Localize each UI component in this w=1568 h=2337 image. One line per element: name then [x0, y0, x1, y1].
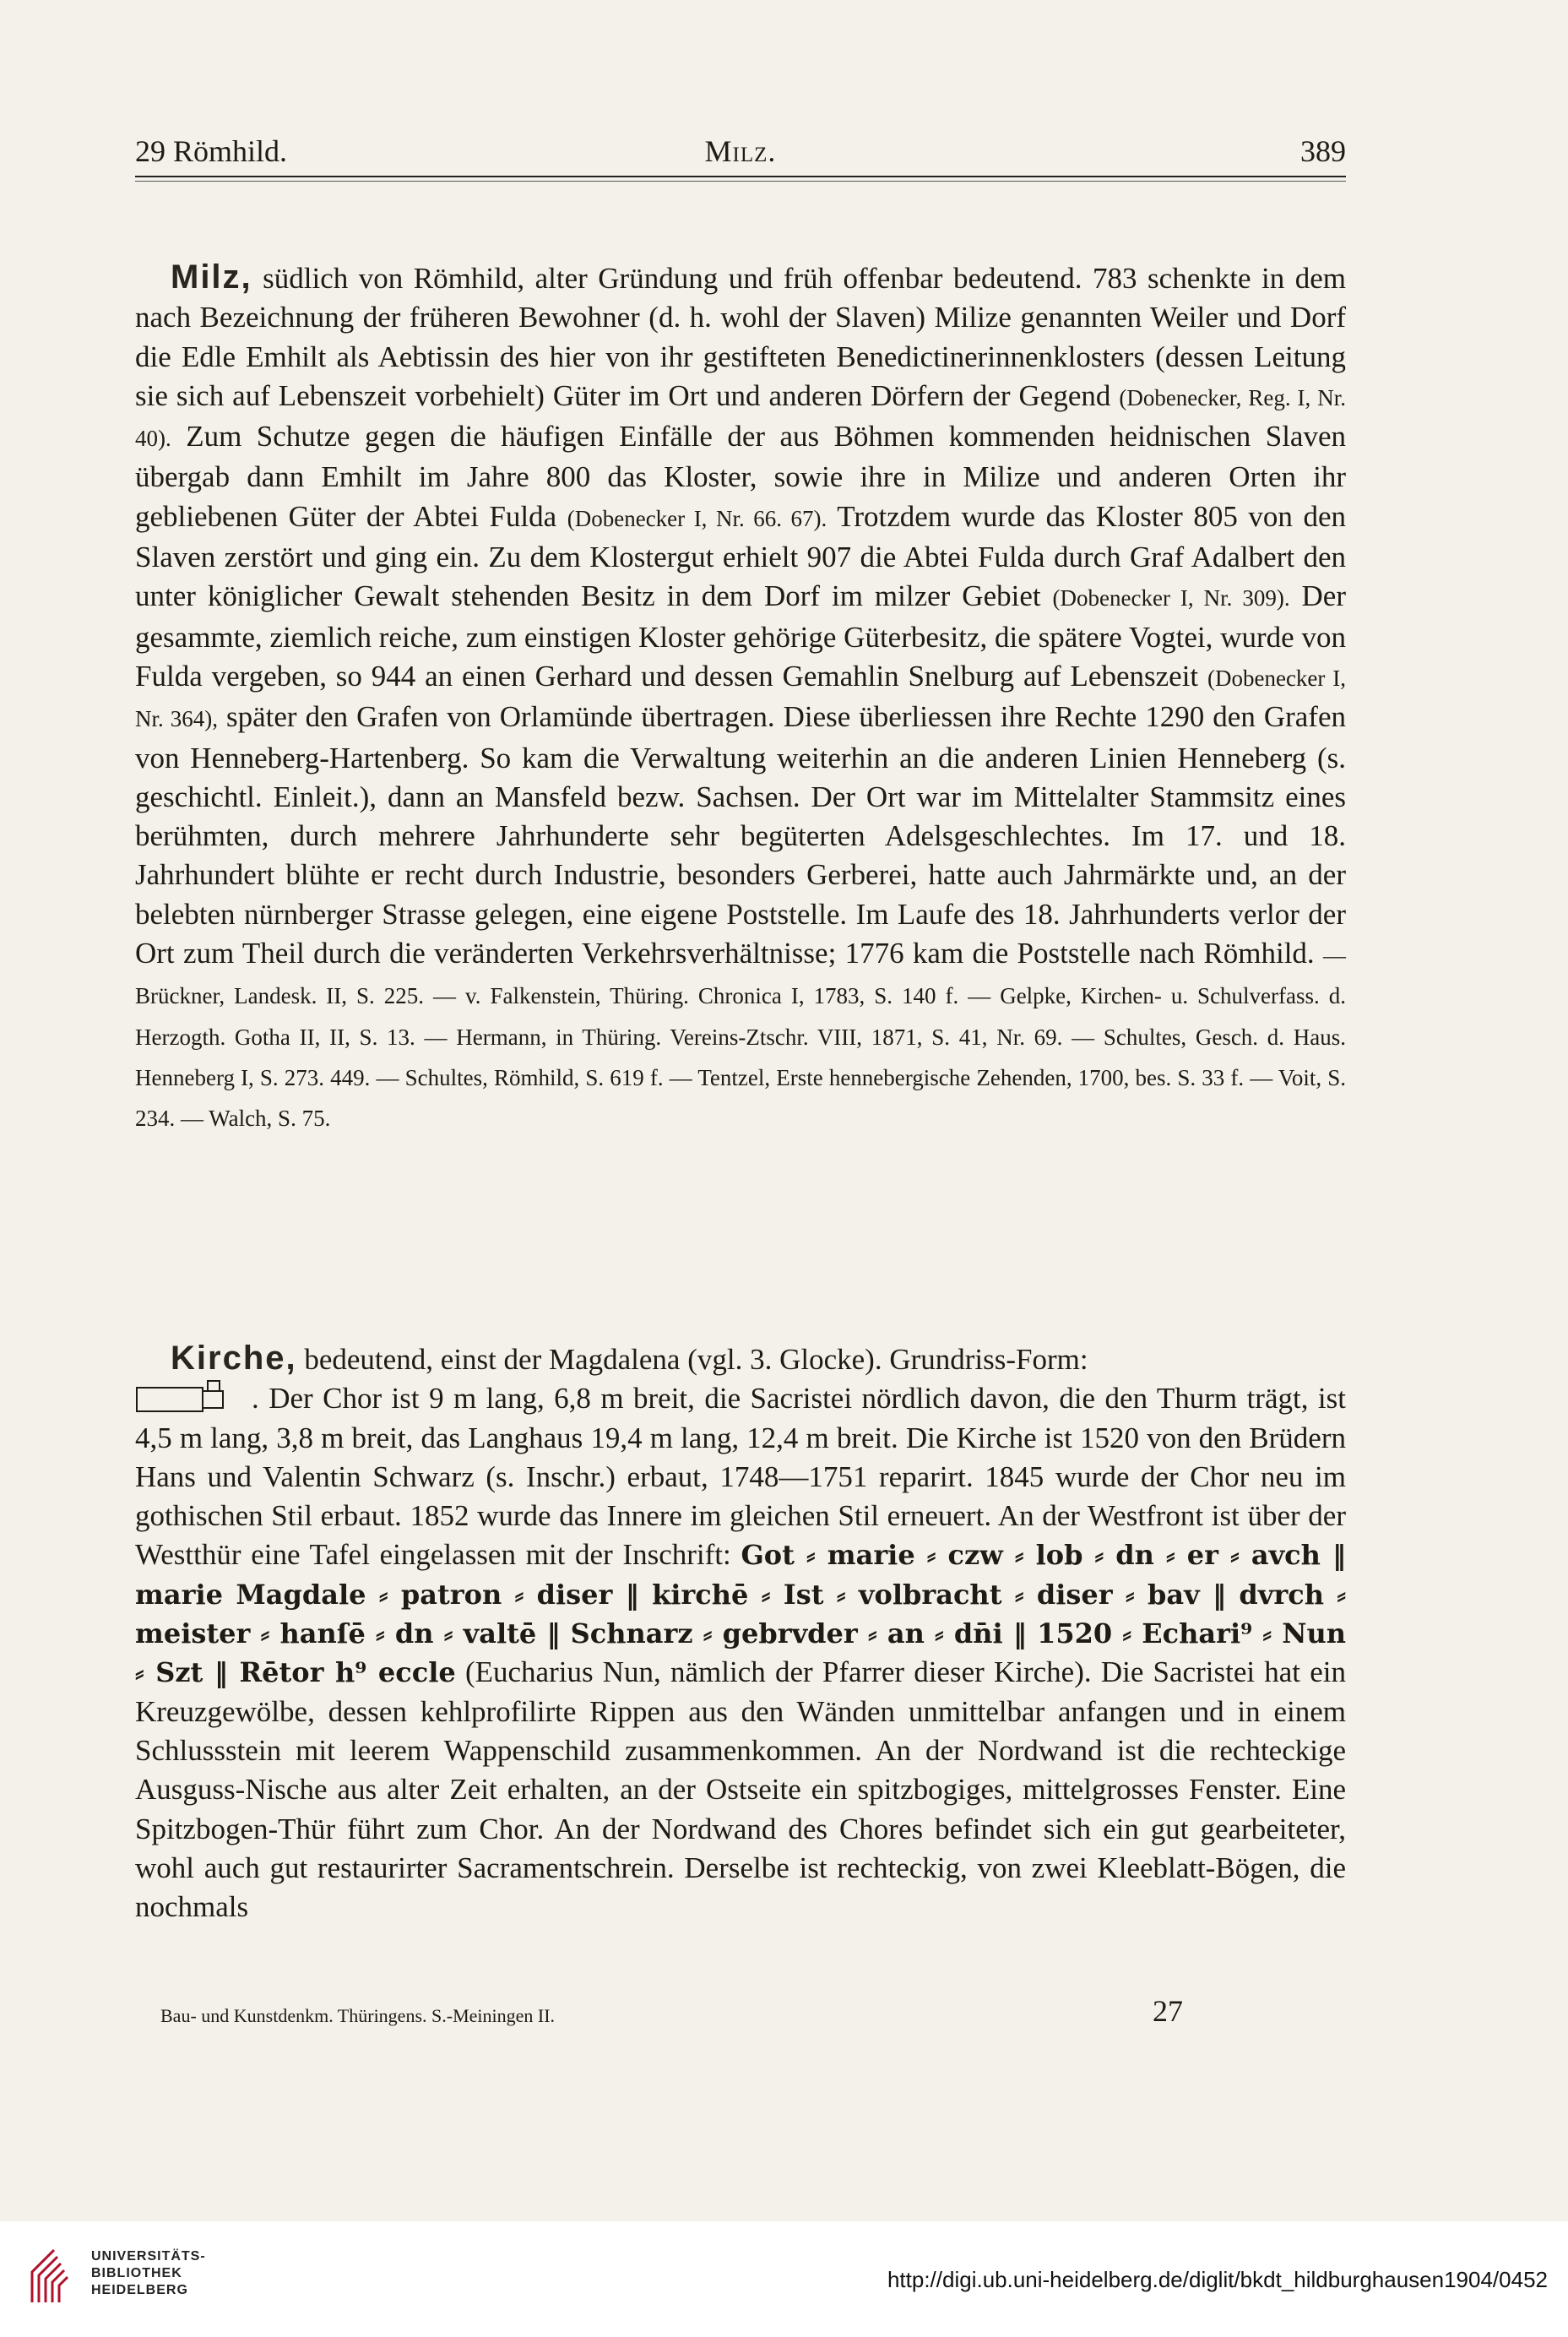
kirche-text-2: . Der Chor ist 9 m lang, 6,8 m breit, die Sacristei nördlich davon, die den Thurm trägt, ist 4,5 m lang, 3,8 m breit, das Langhaus 19,4 m lang, 12,4 m breit. Die Kirche ist 1520 von den Brüdern Hans und Valentin Schwarz (s. Inschr.) erbaut, 1748—1751 reparirt. 1845 wurde der Chor neu im gothischen Stil erbaut. 1852 wurde das Innere im gleichen Stil erneuert. An der Westfront ist über der Westthür eine Tafel eingelassen mit der Inschrift:: [135, 1382, 1346, 1572]
header-rule-thin: [135, 181, 1346, 182]
milz-text-5: später den Grafen von Orlamünde übertragen. Diese überliessen ihre Rechte 1290 den Grafen von Henneberg-Hartenberg. So kam die Verwaltung weiterhin an die anderen Linien Henneberg (s. geschichtl. Einleit.), dann an Mansfeld bezw. Sachsen. Der Ort war im Mittelalter Stammsitz eines berühmten, durch mehrere Jahrhunderte sehr begüterten Adelsgeschlechtes. Im 17. und 18. Jahrhundert blühte er recht durch Industrie, besonders Gerberei, hatte auch Jahrmärkte und, an der belebten nürnberger Strasse gelegen, eine eigene Poststelle. Im Laufe des 18. Jahrhunderts verlor der Ort zum Theil durch die veränderten Verkehrsverhältnisse; 1776 kam die Poststelle nach Römhild.: [135, 700, 1346, 970]
header-rule-thick: [135, 176, 1346, 177]
library-logo-icon: [29, 2247, 83, 2306]
library-line-2: BIBLIOTHEK: [91, 2266, 182, 2280]
milz-ref-2: (Dobenecker I, Nr. 66. 67).: [567, 505, 827, 531]
inscription-text: Got ⸗ marie ⸗ czw ⸗ lob ⸗ dn ⸗ er ⸗ avch ‖ marie Magdale ⸗ patron ⸗ diser ‖ kirchē ⸗ Ist ⸗ volbracht ⸗ diser ⸗ bav ‖ dvrch ⸗ meister ⸗ hanſē ⸗ dn ⸗ valtē ‖ Schnarz ⸗ gebrvder ⸗ an ⸗ dn̄i ‖ 1520 ⸗ Echari⁹ ⸗ Nun ⸗ Szt ‖ Rētor h⁹ eccle: [135, 1539, 1347, 1689]
kirche-section: [135, 1339, 1346, 1927]
library-line-3: HEIDELBERG: [91, 2283, 188, 2297]
milz-literature: — Brückner, Landesk. II, S. 225. — v. Falkenstein, Thüring. Chronica I, 1783, S. 140 f. — Gelpke, Kirchen- u. Schulverfass. d. Herzogth. Gotha II, II, S. 13. — Hermann, in Thüring. Vereins-Ztschr. VIII, 1871, S. 41, Nr. 69. — Schultes, Gesch. d. Haus. Henneberg I, S. 273. 449. — Schultes, Römhild, S. 619 f. — Tentzel, Erste hennebergische Zehenden, 1700, bes. S. 33 f. — Voit, S. 234. — Walch, S. 75.: [135, 943, 1346, 1132]
milz-text-1: südlich von Römhild, alter Gründung und früh offenbar bedeutend. 783 schenkte in dem nach Bezeichnung der früheren Bewohner (d. h. wohl der Slaven) Milize genannten Weiler und Dorf die Edle Emhilt als Aebtissin des hier von ihr gestifteten Benedictinerinnenklosters (dessen Leitung sie sich auf Lebenszeit vorbehielt) Güter im Ort und anderen Dörfern der Gegend: [135, 262, 1346, 412]
header-place-title: Milz.: [704, 134, 777, 168]
milz-paragraph: [135, 258, 1346, 1139]
milz-heading: Milz,: [171, 258, 252, 296]
source-line: Bau- und Kunstdenkm. Thüringens. S.-Meiningen II.: [160, 2005, 556, 2026]
page-number: 389: [1300, 134, 1346, 168]
library-line-1: UNIVERSITÄTS-: [91, 2249, 206, 2264]
milz-ref-3: (Dobenecker I, Nr. 309).: [1052, 585, 1290, 611]
milz-text-3: Trotzdem wurde das Kloster 805 von den Slaven zerstört und ging ein. Zu dem Klostergut erhielt 907 die Abtei Fulda durch Graf Adalbert den unter königlicher Gewalt stehenden Besitz in dem Dorf im milzer Gebiet: [135, 499, 1346, 613]
kirche-heading: Kirche,: [171, 1340, 297, 1377]
milz-section: [135, 258, 1346, 1139]
page-footer: [160, 1993, 1343, 2035]
header-section-ref: 29 Römhild.: [135, 134, 288, 168]
signature-mark: 27: [1153, 1994, 1183, 2028]
kirche-text-1: bedeutend, einst der Magdalena (vgl. 3. Glocke). Grundriss-Form:: [296, 1343, 1088, 1376]
milz-text-4: Der gesammte, ziemlich reiche, zum einstigen Kloster gehörige Güterbesitz, die spätere Vogtei, wurde von Fulda vergeben, so 944 an einen Gerhard und dessen Gemahlin Snelburg auf Lebenszeit: [135, 579, 1347, 693]
kirche-text-3: (Eucharius Nun, nämlich der Pfarrer dieser Kirche). Die Sacristei hat ein Kreuzgewölbe, dessen kehlprofilirte Rippen aus den Wänden unmittelbar anfangen und in einem Schlussstein mit leerem Wappenschild zusammenkommen. An der Nordwand ist die rechteckige Ausguss-Nische aus alter Zeit erhalten, an der Ostseite ein spitzbogiges, mittelgrosses Fenster. Eine Spitzbogen-Thür führt zum Chor. An der Nordwand des Chores befindet sich ein gut gearbeiteter, wohl auch gut restaurirter Sacramentschrein. Derselbe ist rechteckig, von zwei Kleeblatt-Bögen, die nochmals: [135, 1655, 1346, 1924]
source-url-link[interactable]: http://digi.ub.uni-heidelberg.de/diglit/bkdt_hildburghausen1904/0452: [887, 2267, 1548, 2292]
kirche-paragraph: [135, 1339, 1346, 1927]
milz-ref-4: (Dobenecker I, Nr. 364),: [135, 665, 1346, 732]
milz-ref-1: (Dobenecker, Reg. I, Nr. 40).: [135, 384, 1347, 452]
running-header: [135, 133, 1346, 171]
ground-plan-icon: [135, 1379, 236, 1413]
milz-text-2: Zum Schutze gegen die häufigen Einfälle der aus Böhmen kommenden heidnischen Slaven übergab dann Emhilt im Jahre 800 das Kloster, sowie ihre in Milize und anderen Orten ihr gebliebenen Güter der Abtei Fulda: [135, 420, 1346, 533]
library-name: [91, 2248, 206, 2299]
